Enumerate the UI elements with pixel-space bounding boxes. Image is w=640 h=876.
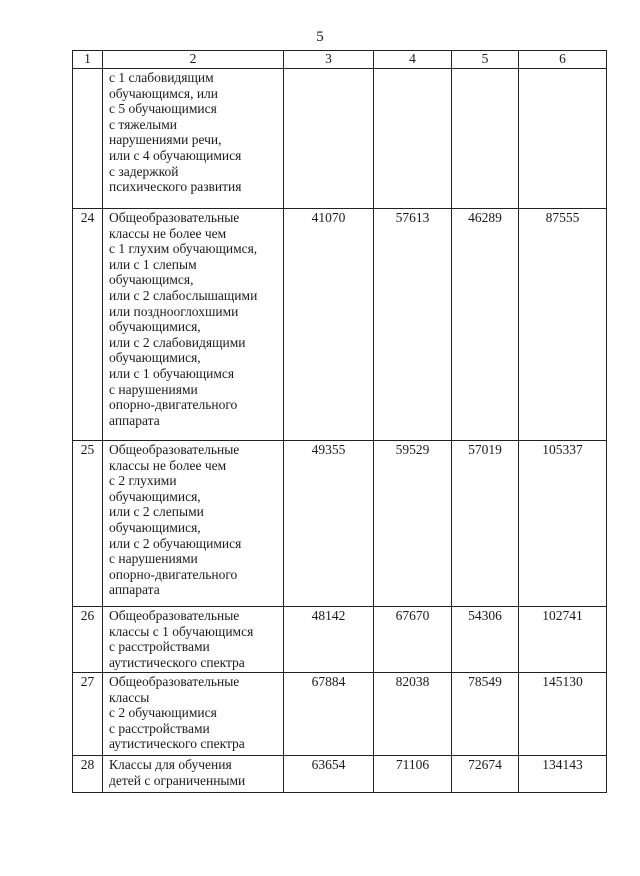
description-line: классы не более чем: [109, 457, 227, 473]
description-line: Классы для обучения: [109, 757, 232, 772]
value-col-4: 67670: [374, 607, 452, 673]
description-line: обучающимися,: [109, 350, 201, 366]
description-line: с 1 глухим обучающимся,: [109, 241, 258, 257]
description-line: или позднооглохшими: [109, 303, 239, 319]
header-col-4: 4: [374, 51, 452, 69]
table-row: [73, 441, 607, 607]
header-col-5: 5: [452, 51, 519, 69]
row-number: 25: [73, 441, 103, 607]
description-line: с 1 слабовидящим: [109, 70, 214, 85]
description-line: психического развития: [109, 179, 242, 195]
value-col-4: [374, 69, 452, 209]
description-line: опорно-двигательного: [109, 566, 238, 582]
description-line: аутистического спектра: [109, 736, 245, 752]
description-line: опорно-двигательного: [109, 397, 238, 413]
description-line: с тяжелыми: [109, 116, 178, 132]
value-col-6: 87555: [519, 209, 607, 441]
row-number: 28: [73, 756, 103, 793]
table-row: [73, 607, 607, 673]
description-line: с задержкой: [109, 163, 179, 179]
description-line: классы не более чем: [109, 225, 227, 241]
row-number: 26: [73, 607, 103, 673]
description-line: обучающимися,: [109, 488, 201, 504]
description-line: с нарушениями: [109, 551, 198, 567]
tariff-table: [72, 50, 607, 793]
description-line: обучающимся,: [109, 272, 194, 288]
description-line: Общеобразовательные: [109, 442, 240, 457]
description-line: или с 2 слабовидящими: [109, 334, 246, 350]
description-line: или с 1 обучающимся: [109, 365, 235, 381]
row-description: [103, 209, 284, 441]
table-row: [73, 209, 607, 441]
header-col-1: 1: [73, 51, 103, 69]
value-col-6: 145130: [519, 673, 607, 756]
description-line: классы: [109, 689, 150, 705]
value-col-4: 71106: [374, 756, 452, 793]
value-col-3: 41070: [284, 209, 374, 441]
row-number: [73, 69, 103, 209]
description-line: аппарата: [109, 412, 160, 428]
row-number: 24: [73, 209, 103, 441]
description-line: нарушениями речи,: [109, 132, 222, 148]
row-description: [103, 673, 284, 756]
description-line: или с 1 слепым: [109, 256, 197, 272]
description-line: с расстройствами: [109, 639, 210, 655]
value-col-3: 63654: [284, 756, 374, 793]
table-header-row: [73, 51, 607, 69]
table-row: [73, 69, 607, 209]
description-line: обучающимися,: [109, 519, 201, 535]
description-line: обучающимися,: [109, 319, 201, 335]
value-col-3: 67884: [284, 673, 374, 756]
row-number: 27: [73, 673, 103, 756]
header-col-6: 6: [519, 51, 607, 69]
value-col-3: [284, 69, 374, 209]
page-number: 5: [316, 29, 324, 45]
description-line: с 5 обучающимися: [109, 101, 217, 117]
value-col-5: 46289: [452, 209, 519, 441]
description-line: аппарата: [109, 582, 160, 598]
value-col-4: 59529: [374, 441, 452, 607]
description-line: Общеобразовательные: [109, 674, 240, 689]
row-description: [103, 756, 284, 793]
value-col-5: 57019: [452, 441, 519, 607]
value-col-6: 102741: [519, 607, 607, 673]
description-line: Общеобразовательные: [109, 608, 240, 623]
description-line: обучающимся, или: [109, 85, 219, 101]
row-description: [103, 441, 284, 607]
value-col-6: [519, 69, 607, 209]
description-line: или с 2 обучающимися: [109, 535, 242, 551]
description-line: или с 4 обучающимися: [109, 147, 242, 163]
row-description: [103, 69, 284, 209]
description-line: детей с ограниченными: [109, 772, 246, 788]
description-line: с нарушениями: [109, 381, 198, 397]
description-line: с расстройствами: [109, 720, 210, 736]
description-line: Общеобразовательные: [109, 210, 240, 225]
table-row: [73, 673, 607, 756]
value-col-6: 134143: [519, 756, 607, 793]
description-line: с 2 обучающимися: [109, 705, 217, 721]
description-line: с 2 глухими: [109, 473, 177, 489]
value-col-5: 54306: [452, 607, 519, 673]
description-line: или с 2 слепыми: [109, 504, 204, 520]
header-col-2: 2: [103, 51, 284, 69]
value-col-6: 105337: [519, 441, 607, 607]
value-col-3: 49355: [284, 441, 374, 607]
value-col-3: 48142: [284, 607, 374, 673]
header-col-3: 3: [284, 51, 374, 69]
description-line: классы с 1 обучающимся: [109, 623, 254, 639]
description-line: аутистического спектра: [109, 654, 245, 670]
value-col-4: 57613: [374, 209, 452, 441]
description-line: или с 2 слабослышащими: [109, 287, 258, 303]
table-row: [73, 756, 607, 793]
row-description: [103, 607, 284, 673]
value-col-5: 72674: [452, 756, 519, 793]
value-col-4: 82038: [374, 673, 452, 756]
value-col-5: 78549: [452, 673, 519, 756]
value-col-5: [452, 69, 519, 209]
